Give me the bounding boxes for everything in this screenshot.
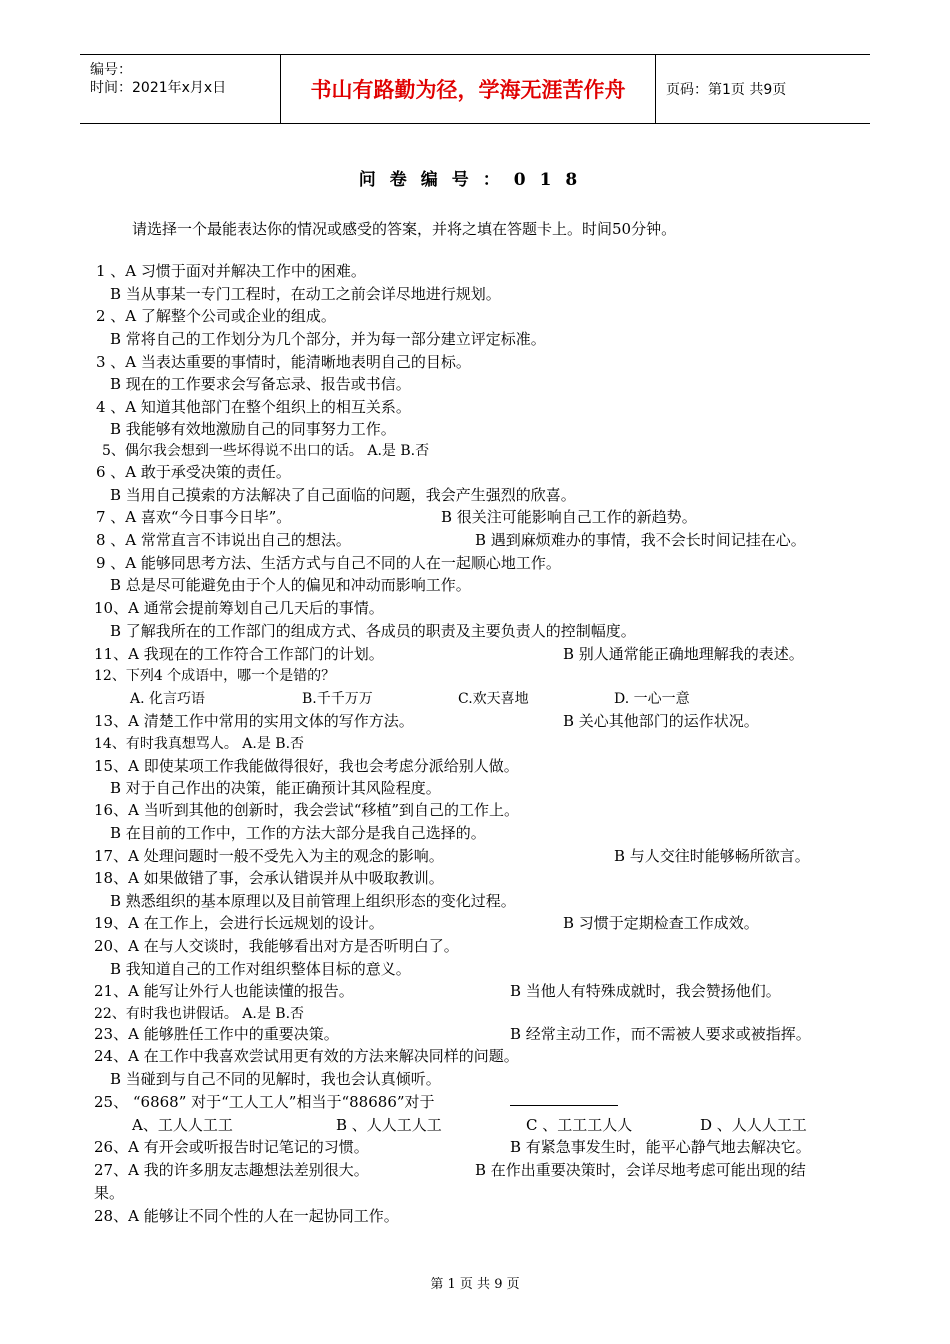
option-b: B 习惯于定期检查工作成效。 — [563, 914, 759, 932]
question-line: 果。 — [94, 1184, 125, 1202]
option-b: B 当他人有特殊成就时，我会赞扬他们。 — [510, 982, 781, 1000]
question-line: 23、A 能够胜任工作中的重要决策。 — [94, 1025, 339, 1043]
option-b: B 别人通常能正确地理解我的表述。 — [563, 645, 804, 663]
header-page-label: 页码：第1页 共9页 — [666, 82, 787, 98]
question-line: 1 、A 习惯于面对并解决工作中的困难。 — [96, 262, 366, 280]
question-line: 13、A 清楚工作中常用的实用文体的写作方法。 — [94, 712, 414, 730]
q25-option: A、工人人工工 — [132, 1116, 233, 1134]
question-line: 18、A 如果做错了事，会承认错误并从中吸取教训。 — [94, 869, 444, 887]
question-line: B 熟悉组织的基本原理以及目前管理上组织形态的变化过程。 — [110, 892, 516, 910]
option-b: B 与人交往时能够畅所欲言。 — [614, 847, 810, 865]
page-title: 问卷编号：018 — [358, 170, 592, 190]
question-line: B 总是尽可能避免由于个人的偏见和冲动而影响工作。 — [110, 576, 471, 594]
question-line: 2 、A 了解整个公司或企业的组成。 — [96, 307, 336, 325]
q12-option: B.千千万万 — [302, 691, 373, 707]
page-header — [80, 54, 870, 124]
question-line: 28、A 能够让不同个性的人在一起协同工作。 — [94, 1207, 399, 1225]
question-line: B 了解我所在的工作部门的组成方式、各成员的职责及主要负责人的控制幅度。 — [110, 622, 636, 640]
question-line: B 当用自己摸索的方法解决了自己面临的问题，我会产生强烈的欣喜。 — [110, 486, 576, 504]
question-line: 21、A 能写让外行人也能读懂的报告。 — [94, 982, 354, 1000]
question-line: 25、 “6868” 对于“工人工人”相当于“88686”对于 — [94, 1093, 435, 1111]
option-b: B 很关注可能影响自己工作的新趋势。 — [441, 508, 697, 526]
number-label: 编号： — [90, 62, 132, 78]
question-line: B 在目前的工作中，工作的方法大部分是我自己选择的。 — [110, 824, 486, 842]
question-line: 14、有时我真想骂人。 A.是 B.否 — [94, 736, 305, 752]
question-line: 19、A 在工作上，会进行长远规划的设计。 — [94, 914, 384, 932]
question-line: 4 、A 知道其他部门在整个组织上的相互关系。 — [96, 398, 411, 416]
answer-blank — [510, 1091, 618, 1110]
question-line: 3 、A 当表达重要的事情时，能清晰地表明自己的目标。 — [96, 353, 471, 371]
question-line: 8 、A 常常直言不讳说出自己的想法。 — [96, 531, 351, 549]
header-motto: 书山有路勤为径，学海无涯苦作舟 — [281, 55, 656, 123]
time-label: 时间：2021年x月x日 — [90, 80, 227, 96]
q12-option: C.欢天喜地 — [458, 691, 529, 707]
question-line: 26、A 有开会或听报告时记笔记的习惯。 — [94, 1138, 369, 1156]
question-line: 24、A 在工作中我喜欢尝试用更有效的方法来解决同样的问题。 — [94, 1047, 519, 1065]
question-line: B 当从事某一专门工程时，在动工之前会详尽地进行规划。 — [110, 285, 501, 303]
question-line: 22、有时我也讲假话。 A.是 B.否 — [94, 1006, 305, 1022]
question-line: 9 、A 能够同思考方法、生活方式与自己不同的人在一起顺心地工作。 — [96, 554, 561, 572]
question-line: B 常将自己的工作划分为几个部分，并为每一部分建立评定标准。 — [110, 330, 546, 348]
question-line: B 现在的工作要求会写备忘录、报告或书信。 — [110, 375, 411, 393]
question-line: 27、A 我的许多朋友志趣想法差别很大。 — [94, 1161, 369, 1179]
option-b: B 关心其他部门的运作状况。 — [563, 712, 759, 730]
option-b: B 经常主动工作，而不需被人要求或被指挥。 — [510, 1025, 811, 1043]
question-line: 10、A 通常会提前筹划自己几天后的事情。 — [94, 599, 384, 617]
header-meta — [80, 55, 281, 123]
option-b: B 在作出重要决策时，会详尽地考虑可能出现的结 — [475, 1161, 806, 1179]
question-line: 7 、A 喜欢“今日事今日毕”。 — [96, 508, 292, 526]
question-line: 5、偶尔我会想到一些坏得说不出口的话。 A.是 B.否 — [102, 443, 430, 459]
question-line: B 对于自己作出的决策，能正确预计其风险程度。 — [110, 779, 441, 797]
intro-text: 请选择一个最能表达你的情况或感受的答案，并将之填在答题卡上。时间50分钟。 — [132, 220, 677, 238]
question-line: 17、A 处理问题时一般不受先入为主的观念的影响。 — [94, 847, 444, 865]
question-line: B 当碰到与自己不同的见解时，我也会认真倾听。 — [110, 1070, 441, 1088]
option-b: B 有紧急事发生时，能平心静气地去解决它。 — [510, 1138, 811, 1156]
question-line: 6 、A 敢于承受决策的责任。 — [96, 463, 291, 481]
q25-option: C 、工工工人人 — [526, 1116, 633, 1134]
q25-option: B 、人人工人工 — [336, 1116, 442, 1134]
question-line: 15、A 即使某项工作我能做得很好，我也会考虑分派给别人做。 — [94, 757, 519, 775]
q12-option: D. 一心一意 — [614, 691, 690, 707]
question-line: 16、A 当听到其他的创新时，我会尝试“移植”到自己的工作上。 — [94, 801, 520, 819]
option-b: B 遇到麻烦难办的事情，我不会长时间记挂在心。 — [475, 531, 806, 549]
question-line: B 我知道自己的工作对组织整体目标的意义。 — [110, 960, 411, 978]
q25-option: D 、人人人工工 — [700, 1116, 807, 1134]
page-footer: 第 1 页 共 9 页 — [430, 1277, 520, 1292]
q12-option: A. 化言巧语 — [130, 691, 206, 707]
question-line: 20、A 在与人交谈时，我能够看出对方是否听明白了。 — [94, 937, 459, 955]
question-line: B 我能够有效地激励自己的同事努力工作。 — [110, 420, 396, 438]
question-line: 12、下列4 个成语中，哪一个是错的？ — [94, 668, 336, 684]
question-line: 11、A 我现在的工作符合工作部门的计划。 — [94, 645, 384, 663]
